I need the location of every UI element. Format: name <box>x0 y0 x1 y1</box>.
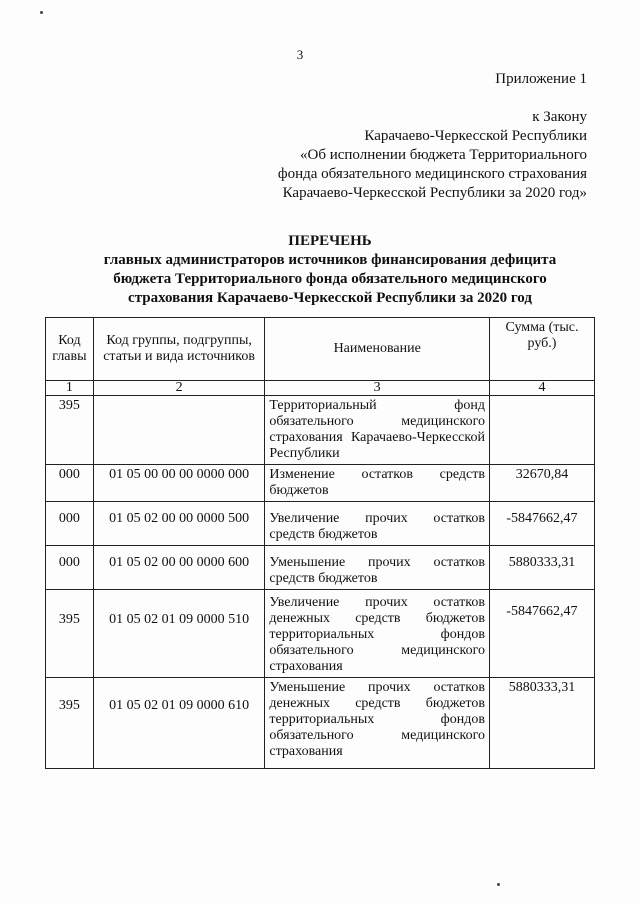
document-title <box>60 232 600 308</box>
header-source-code: Код группы, подгруппы, статьи и вида источников <box>93 318 265 381</box>
table-header-row <box>46 318 595 381</box>
title-line: главных администраторов источников финансирования дефицита <box>103 252 557 268</box>
table-row <box>46 502 595 546</box>
sum-cell: 5880333,31 <box>489 678 594 769</box>
page-number: 3 <box>296 47 304 62</box>
table-row <box>46 396 595 465</box>
source-code-cell: 01 05 00 00 00 0000 000 <box>93 465 265 502</box>
chief-code-cell: 395 <box>46 678 94 769</box>
header-name: Наименование <box>265 318 490 381</box>
sum-cell: 5880333,31 <box>489 546 594 590</box>
scan-speck <box>40 11 43 14</box>
table-row <box>46 678 595 769</box>
column-number-row <box>46 381 595 396</box>
appendix-line: «Об исполнении бюджета Территориального <box>300 147 587 163</box>
scan-speck <box>497 883 500 886</box>
sum-cell <box>489 396 594 465</box>
name-cell: Уменьшение прочих остатков денежных средств бюджетов территориальных фондов обязательного медицинского страхования <box>265 678 490 769</box>
name-cell: Увеличение прочих остатков денежных средств бюджетов территориальных фондов обязательного медицинского страхования <box>265 590 490 678</box>
sum-cell: -5847662,47 <box>489 590 594 678</box>
appendix-block <box>278 70 587 203</box>
appendix-line: Карачаево-Черкесской Республики за 2020 год» <box>282 185 587 201</box>
name-cell: Изменение остатков средств бюджетов <box>265 465 490 502</box>
name-cell: Увеличение прочих остатков средств бюджетов <box>265 502 490 546</box>
sum-cell: 32670,84 <box>489 465 594 502</box>
title-line: страхования Карачаево-Черкесской Республики за 2020 год <box>128 290 532 306</box>
title-heading: ПЕРЕЧЕНЬ <box>288 233 372 249</box>
table-row <box>46 465 595 502</box>
header-sum: Сумма (тыс. руб.) <box>489 318 594 381</box>
appendix-line: Карачаево-Черкесской Республики <box>364 128 587 144</box>
sum-cell: -5847662,47 <box>489 502 594 546</box>
column-number: 3 <box>265 381 490 396</box>
table-row <box>46 546 595 590</box>
appendix-line: Приложение 1 <box>495 71 587 87</box>
sources-table <box>45 317 595 769</box>
source-code-cell: 01 05 02 01 09 0000 610 <box>93 678 265 769</box>
chief-code-cell: 000 <box>46 502 94 546</box>
source-code-cell: 01 05 02 00 00 0000 500 <box>93 502 265 546</box>
title-line: бюджета Территориального фонда обязательного медицинского <box>113 271 547 287</box>
appendix-line: к Закону <box>532 109 587 125</box>
source-code-cell: 01 05 02 01 09 0000 510 <box>93 590 265 678</box>
table-row <box>46 590 595 678</box>
header-chief-code: Код главы <box>46 318 94 381</box>
appendix-line: фонда обязательного медицинского страхования <box>277 166 587 182</box>
chief-code-cell: 000 <box>46 546 94 590</box>
column-number: 1 <box>46 381 94 396</box>
column-number: 4 <box>489 381 594 396</box>
name-cell: Уменьшение прочих остатков средств бюджетов <box>265 546 490 590</box>
name-cell: Территориальный фонд обязательного медицинского страхования Карачаево-Черкесской Республики <box>265 396 490 465</box>
chief-code-cell: 395 <box>46 590 94 678</box>
chief-code-cell: 395 <box>46 396 94 465</box>
chief-code-cell: 000 <box>46 465 94 502</box>
source-code-cell <box>93 396 265 465</box>
source-code-cell: 01 05 02 00 00 0000 600 <box>93 546 265 590</box>
column-number: 2 <box>93 381 265 396</box>
